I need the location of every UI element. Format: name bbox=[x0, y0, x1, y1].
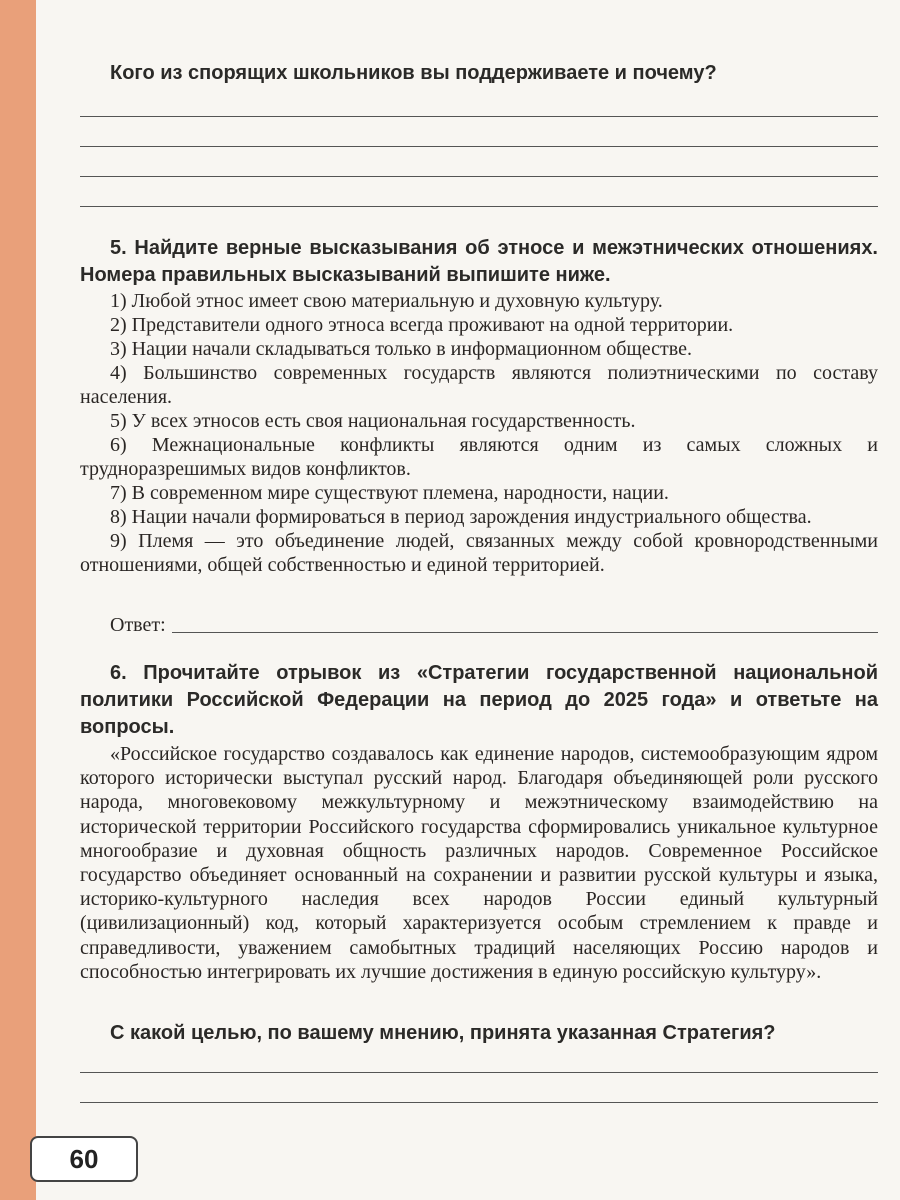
answer-line-4[interactable] bbox=[80, 206, 878, 207]
statement-9: 9) Племя — это объединение людей, связанных между собой кровнородственными отношениями, общей собственностью и единой территорией. bbox=[80, 530, 878, 576]
answer-line-2[interactable] bbox=[80, 146, 878, 147]
statement-5: 5) У всех этносов есть своя национальная государственность. bbox=[110, 410, 636, 432]
answer-input-line[interactable] bbox=[172, 613, 878, 633]
statement-4: 4) Большинство современных государств являются полиэтническими по составу населения. bbox=[80, 362, 878, 408]
task6-heading: 6. Прочитайте отрывок из «Стратегии государственной национальной политики Российской Федерации на период до 2025 года» и ответьте на вопросы. bbox=[80, 662, 878, 738]
answer-line-6[interactable] bbox=[80, 1102, 878, 1103]
strategy-quote: «Российское государство создавалось как единение народов, системообразующим ядром которого исторически выступал русский народ. Благодаря объединяющей роли русского народа, многовековому межкультурному и межэтническому взаимодействию на исторической территории Российского государства сформировались уникальное культурное многообразие и духовная общность различных народов. Современное Российское государство объединяет основанный на сохранении и развитии русской культуры и языка, историко-культурного наследия всех народов России единый культурный (цивилизационный) код, который характеризуется особым стремлением к правде и справедливости, уважением самобытных традиций населяющих Россию народов и способностью интегрировать их лучшие достижения в единую российскую культуру». bbox=[80, 743, 878, 983]
task5-answer-row bbox=[80, 613, 878, 637]
task6-question: С какой целью, по вашему мнению, принята указанная Стратегия? bbox=[110, 1022, 776, 1044]
answer-line-5[interactable] bbox=[80, 1072, 878, 1073]
page-edge-band bbox=[0, 0, 36, 1200]
statement-6: 6) Межнациональные конфликты являются одним из самых сложных и трудноразрешимых видов конфликтов. bbox=[80, 434, 878, 480]
page-number: 60 bbox=[30, 1136, 138, 1182]
statement-7: 7) В современном мире существуют племена, народности, нации. bbox=[110, 482, 669, 504]
statement-3: 3) Нации начали складываться только в информационном обществе. bbox=[110, 338, 692, 360]
task5-heading: 5. Найдите верные высказывания об этносе и межэтнических отношениях. Номера правильных высказываний выпишите ниже. bbox=[80, 237, 878, 286]
answer-label: Ответ: bbox=[110, 614, 166, 636]
answer-line-3[interactable] bbox=[80, 176, 878, 177]
intro-question: Кого из спорящих школьников вы поддерживаете и почему? bbox=[110, 62, 717, 84]
answer-line-1[interactable] bbox=[80, 116, 878, 117]
statement-1: 1) Любой этнос имеет свою материальную и духовную культуру. bbox=[110, 290, 663, 312]
statement-8: 8) Нации начали формироваться в период зарождения индустриального общества. bbox=[110, 506, 812, 528]
task5-statements bbox=[80, 289, 878, 577]
statement-2: 2) Представители одного этноса всегда проживают на одной территории. bbox=[110, 314, 734, 336]
